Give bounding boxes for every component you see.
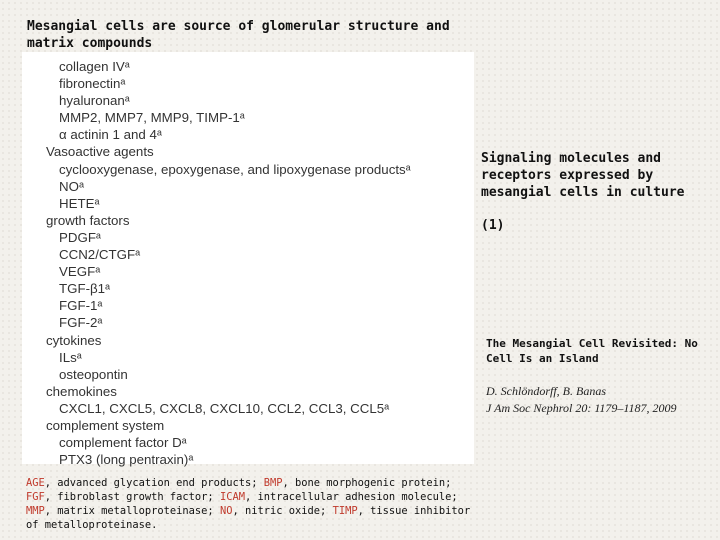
list-item: VEGFᵃ — [59, 264, 101, 280]
reference-number: (1) — [481, 218, 505, 233]
abbrev-term: TIMP — [332, 505, 358, 517]
list-item: hyaluronanᵃ — [59, 93, 130, 109]
list-item: complement factor Dᵃ — [59, 435, 187, 451]
abbrev-definition: , bone morphogenic protein; — [282, 477, 452, 489]
list-item: PDGFᵃ — [59, 229, 101, 245]
abbrev-definition: , matrix metalloproteinase; — [44, 505, 220, 517]
list-item: α actinin 1 and 4ᵃ — [59, 127, 162, 143]
citation-journal: J Am Soc Nephrol 20: 1179–1187, 2009 — [486, 401, 677, 415]
list-item: NOᵃ — [59, 178, 84, 194]
signaling-caption: Signaling molecules and receptors expressed by mesangial cells in culture — [481, 151, 685, 200]
list-item: fibronectinᵃ — [59, 76, 126, 92]
abbreviation-footnote — [26, 476, 476, 532]
abbrev-definition: , tissue inhibitor of metalloproteinase. — [26, 505, 471, 531]
list-item: CXCL1, CXCL5, CXCL8, CXCL10, CCL2, CCL3, CCL5ᵃ — [59, 400, 390, 416]
list-item: ILsᵃ — [59, 349, 82, 365]
table-image-panel — [22, 52, 474, 468]
list-item: HETEᵃ — [59, 195, 100, 211]
list-item: TGF-β1ᵃ — [59, 281, 111, 297]
abbrev-term: MMP — [26, 505, 45, 517]
list-item: FGF-1ᵃ — [59, 298, 103, 314]
paper-title: The Mesangial Cell Revisited: No Cell Is an Island — [486, 337, 698, 365]
list-item: chemokines — [46, 383, 117, 399]
list-item: Vasoactive agents — [46, 144, 154, 160]
list-item: CCN2/CTGFᵃ — [59, 247, 141, 263]
list-item: complement system — [46, 417, 165, 433]
citation-authors: D. Schlöndorff, B. Banas — [486, 384, 606, 398]
list-item: FGF-2ᵃ — [59, 315, 103, 331]
molecule-list — [46, 58, 470, 468]
abbrev-term: ICAM — [219, 491, 245, 503]
abbrev-term: AGE — [26, 477, 45, 489]
list-item: cytokines — [46, 332, 102, 348]
abbrev-definition: , advanced glycation end products; — [44, 477, 264, 489]
slide-title: Mesangial cells are source of glomerular structure and matrix compounds — [27, 19, 450, 51]
list-item: PTX3 (long pentraxin)ᵃ — [59, 452, 194, 468]
abbrev-term: BMP — [263, 477, 283, 489]
abbrev-definition: , nitric oxide; — [232, 505, 333, 517]
list-item: MMP2, MMP7, MMP9, TIMP-1ᵃ — [59, 110, 245, 126]
list-item: collagen IVᵃ — [59, 59, 130, 74]
abbrev-term: FGF — [26, 491, 45, 503]
citation — [486, 383, 716, 417]
list-item: cyclooxygenase, epoxygenase, and lipoxygenase productsᵃ — [59, 161, 411, 177]
list-item: osteopontin — [59, 366, 128, 382]
list-item: growth factors — [46, 212, 130, 228]
abbrev-term: NO — [219, 505, 233, 517]
abbrev-definition: , fibroblast growth factor; — [44, 491, 220, 503]
abbrev-definition: , intracellular adhesion molecule; — [244, 491, 458, 503]
